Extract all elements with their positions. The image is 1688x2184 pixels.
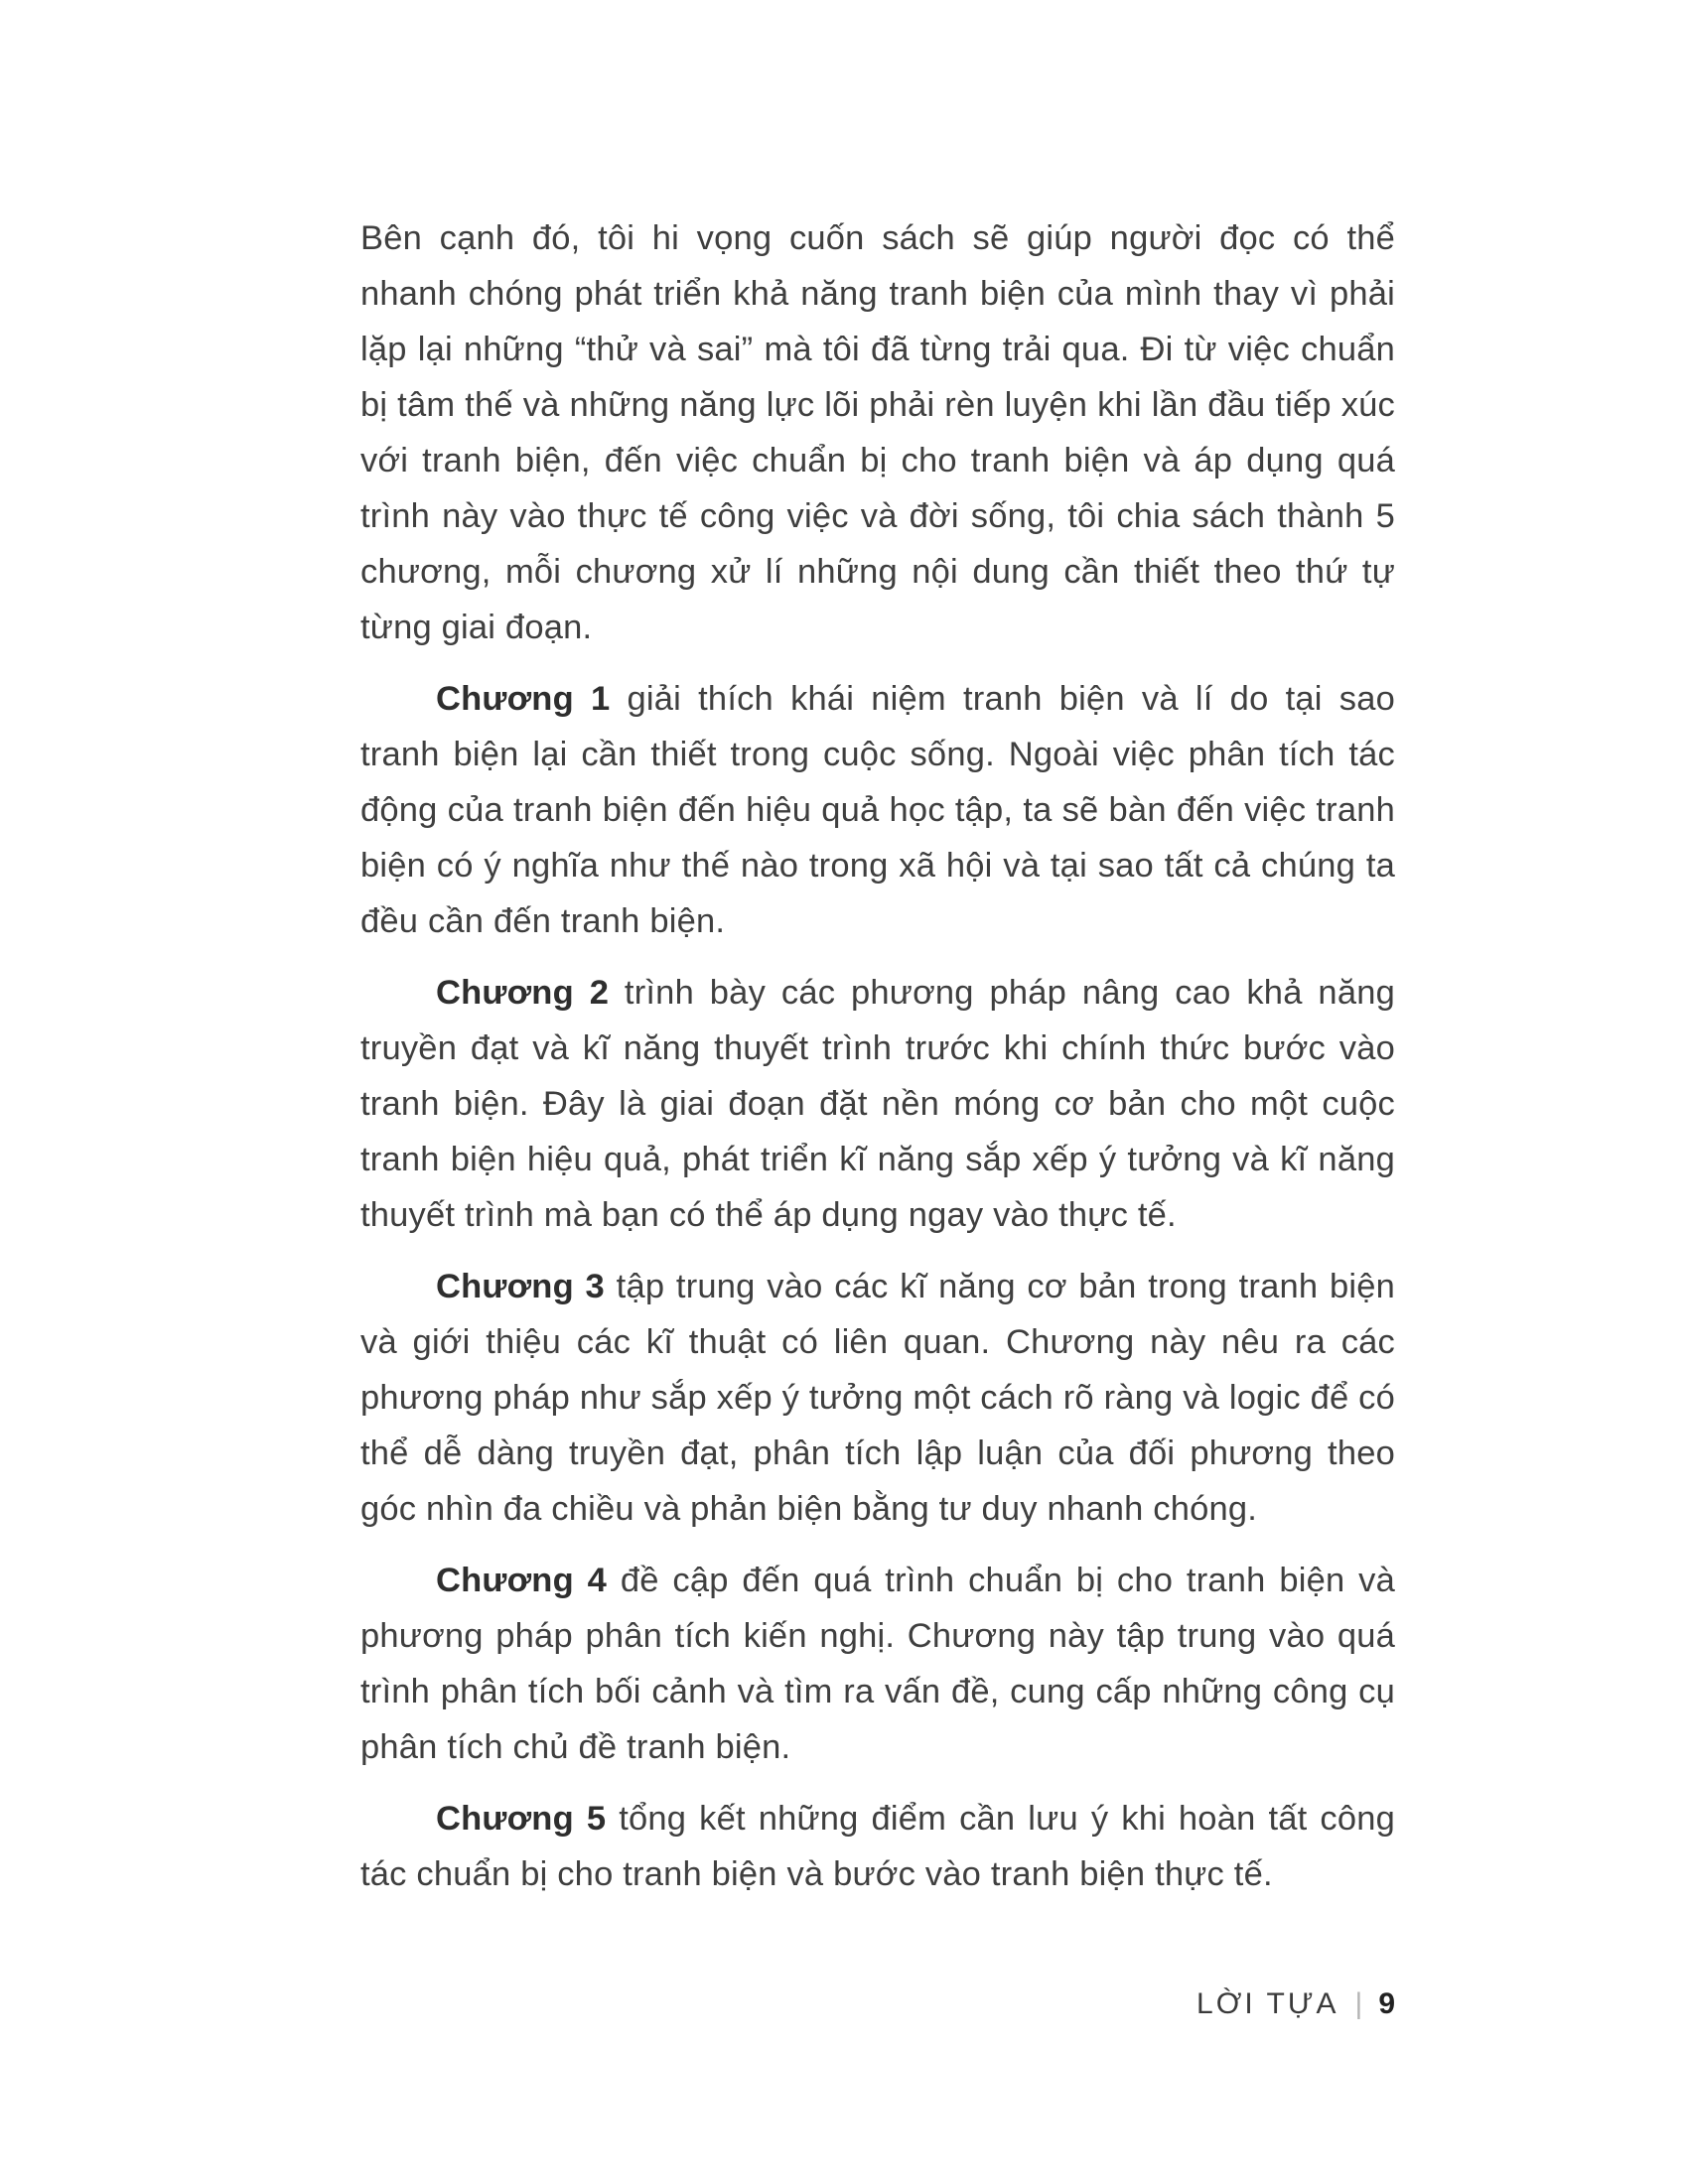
chapter-3-label: Chương 3 [436,1268,605,1305]
paragraph-chapter-2 [360,965,1395,1243]
paragraph-chapter-1 [360,671,1395,949]
chapter-1-label: Chương 1 [436,680,611,718]
paragraph-text: Bên cạnh đó, tôi hi vọng cuốn sách sẽ giúp người đọc có thể nhanh chóng phát triển khả năng tranh biện của mình thay vì phải lặp lại những “thử và sai” mà tôi đã từng trải qua. Đi từ việc chuẩn bị tâm thế và những năng lực lõi phải rèn luyện khi lần đầu tiếp xúc với tranh biện, đến việc chuẩn bị cho tranh biện và áp dụng quá trình này vào thực tế công việc và đời sống, tôi chia sách thành 5 chương, mỗi chương xử lí những nội dung cần thiết theo thứ tự từng giai đoạn. [360,219,1395,646]
page-content [360,210,1395,1918]
page-footer [360,1987,1395,2021]
paragraph-text: trình bày các phương pháp nâng cao khả năng truyền đạt và kĩ năng thuyết trình trước khi chính thức bước vào tranh biện. Đây là giai đoạn đặt nền móng cơ bản cho một cuộc tranh biện hiệu quả, phát triển kĩ năng sắp xếp ý tưởng và kĩ năng thuyết trình mà bạn có thể áp dụng ngay vào thực tế. [360,974,1395,1234]
chapter-2-label: Chương 2 [436,974,610,1012]
chapter-4-label: Chương 4 [436,1562,608,1599]
paragraph-chapter-3 [360,1259,1395,1537]
paragraph-text: giải thích khái niệm tranh biện và lí do tại sao tranh biện lại cần thiết trong cuộc sống. Ngoài việc phân tích tác động của tranh biện đến hiệu quả học tập, ta sẽ bàn đến việc tranh biện có ý nghĩa như thế nào trong xã hội và tại sao tất cả chúng ta đều cần đến tranh biện. [360,680,1395,940]
paragraph-intro [360,210,1395,655]
footer-separator: | [1354,1987,1363,2020]
paragraph-chapter-4 [360,1553,1395,1775]
paragraph-chapter-5 [360,1791,1395,1902]
page-number: 9 [1378,1987,1395,2020]
paragraph-text: tập trung vào các kĩ năng cơ bản trong tranh biện và giới thiệu các kĩ thuật có liên quan. Chương này nêu ra các phương pháp như sắp xếp ý tưởng một cách rõ ràng và logic để có thể dễ dàng truyền đạt, phân tích lập luận của đối phương theo góc nhìn đa chiều và phản biện bằng tư duy nhanh chóng. [360,1268,1395,1528]
paragraph-text: tổng kết những điểm cần lưu ý khi hoàn tất công tác chuẩn bị cho tranh biện và bước vào tranh biện thực tế. [360,1800,1395,1893]
footer-section-title: LỜI TỰA [1196,1987,1339,2020]
chapter-5-label: Chương 5 [436,1800,607,1838]
paragraph-text: đề cập đến quá trình chuẩn bị cho tranh biện và phương pháp phân tích kiến nghị. Chương này tập trung vào quá trình phân tích bối cảnh và tìm ra vấn đề, cung cấp những công cụ phân tích chủ đề tranh biện. [360,1562,1395,1766]
